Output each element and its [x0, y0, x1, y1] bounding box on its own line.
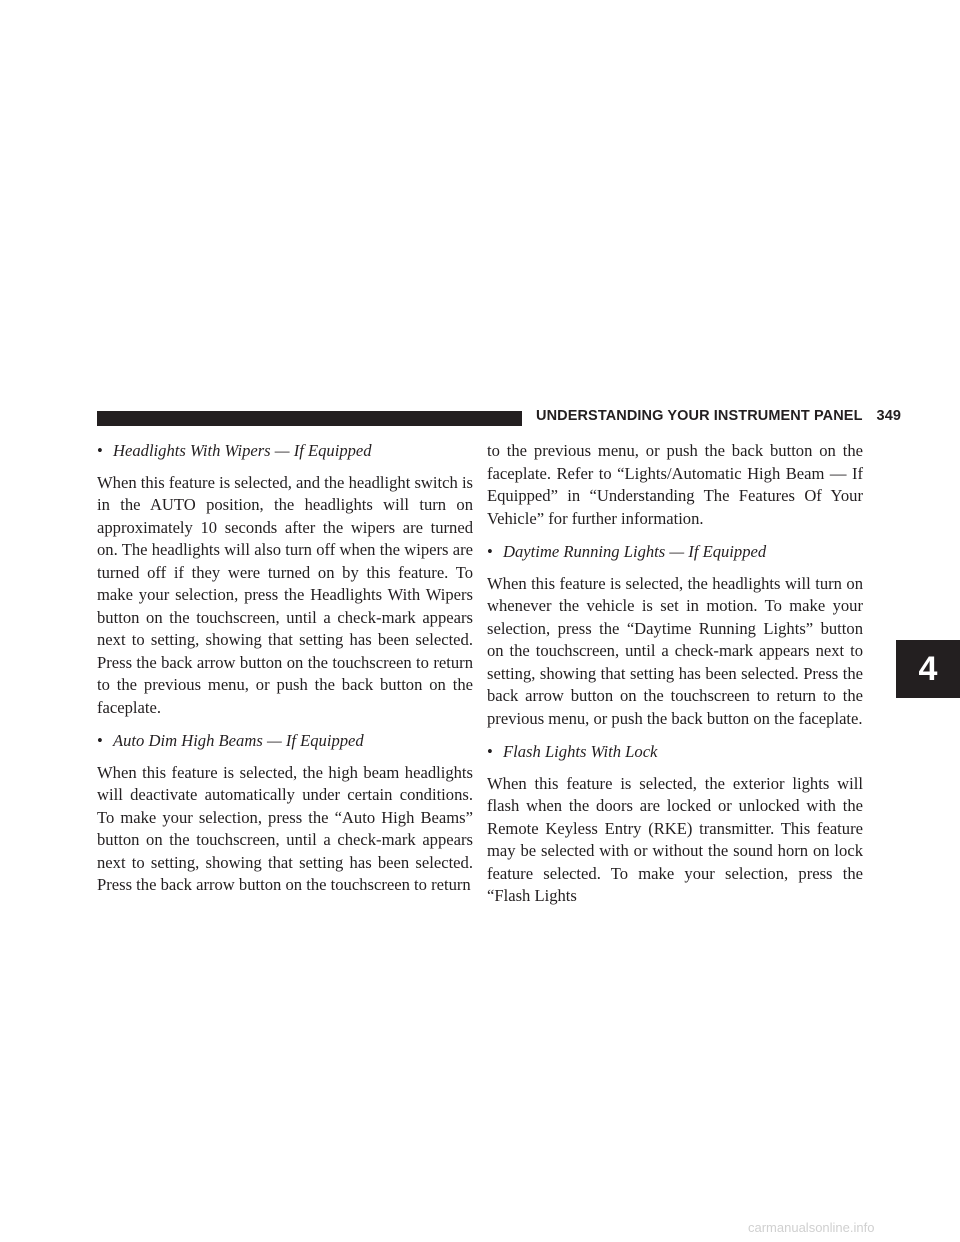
left-column — [97, 440, 473, 908]
running-header — [536, 408, 901, 424]
paragraph-auto-dim-high-beams: When this feature is selected, the high beam headlights will deactivate automatically under certain conditions. To make your selection, press the “Auto High Beams” button on the touchscreen, until a check-mark appears next to setting, showing that setting has been selected. Press the back arrow button on the touchscreen to return — [97, 762, 473, 894]
chapter-tab: 4 — [896, 640, 960, 698]
header-rule — [97, 411, 522, 426]
bullet-icon: • — [487, 542, 493, 561]
paragraph-continuation: to the previous menu, or push the back button on the faceplate. Refer to “Lights/Automatic High Beam — If Equipped” in “Understanding The Features Of Your Vehicle” for further information. — [487, 441, 863, 528]
watermark: carmanualsonline.info — [748, 1220, 875, 1235]
section-title: UNDERSTANDING YOUR INSTRUMENT PANEL — [536, 408, 863, 424]
bullet-icon: • — [97, 441, 103, 460]
section-heading-flash-lights-with-lock: • Flash Lights With Lock — [487, 741, 863, 764]
right-column — [487, 440, 863, 919]
page-number: 349 — [876, 408, 902, 424]
paragraph-daytime-running-lights: When this feature is selected, the headlights will turn on whenever the vehicle is set in motion. To make your selection, press the “Daytime Running Lights” button on the touchscreen, until a check-mark appears next to setting, showing that setting has been selected. Press the back arrow button on the touchscreen to return to the previous menu, or push the back button on the faceplate. — [487, 573, 863, 728]
section-heading-daytime-running-lights: • Daytime Running Lights — If Equipped — [487, 541, 863, 564]
section-heading-auto-dim-high-beams: • Auto Dim High Beams — If Equipped — [97, 730, 473, 753]
paragraph-flash-lights-with-lock: When this feature is selected, the exterior lights will flash when the doors are locked or unlocked with the Remote Keyless Entry (RKE) transmitter. This feature may be selected with or without the sound horn on lock feature selected. To make your selection, press the “Flash Lights — [487, 773, 863, 905]
section-heading-headlights-with-wipers: • Headlights With Wipers — If Equipped — [97, 440, 473, 463]
paragraph-headlights-with-wipers: When this feature is selected, and the headlight switch is in the AUTO position, the headlights will turn on approximately 10 seconds after the wipers are turned on. The headlights will also turn off when the wipers are turned off if they were turned on by this feature. To make your selection, press the Headlights With Wipers button on the touchscreen, until a check-mark appears next to setting, showing that setting has been selected. Press the back arrow button on the touchscreen to return to the previous menu, or push the back button on the faceplate. — [97, 472, 474, 717]
bullet-icon: • — [97, 731, 103, 750]
bullet-icon: • — [487, 742, 493, 761]
